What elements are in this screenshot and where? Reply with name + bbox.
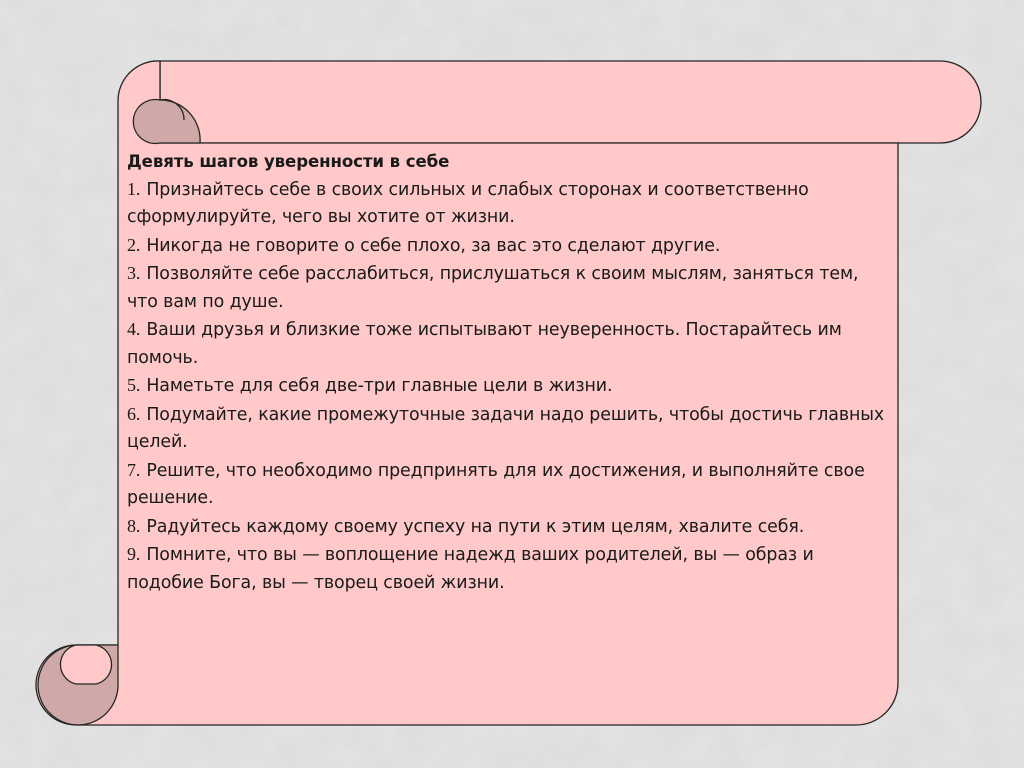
step-text: Радуйтесь каждому своему успеху на пути к этим целям, хвалите себя. [146,516,805,537]
list-item [127,513,887,542]
step-text: Решите, что необходимо предпринять для их достижения, и выполняйте свое решение. [127,460,865,508]
list-item [127,541,887,597]
step-text: Ваши друзья и близкие тоже испытывают неуверенность. Постарайтесь им помочь. [127,320,842,368]
step-number: 8. [127,515,141,536]
list-item [127,260,887,316]
step-text: Наметьте для себя две-три главные цели в жизни. [146,376,613,396]
step-number: 7. [127,459,141,480]
list-item [127,457,887,513]
list-item [127,372,887,401]
step-number: 4. [127,319,141,339]
step-number: 6. [127,403,141,424]
list-item [127,316,887,372]
step-number: 5. [127,375,141,395]
slide-title: Девять шагов уверенности в себе [127,152,450,171]
step-number: 2. [127,234,141,255]
list-item [127,232,887,261]
step-number: 1. [127,178,141,199]
step-text: Признайтесь себе в своих сильных и слабых сторонах и соответственно сформулируйте, чего вы хотите от жизни. [127,179,809,227]
scroll-content [127,148,887,597]
step-text: Позволяйте себе расслабиться, прислушаться к своим мыслям, заняться тем, что вам по душе. [127,264,859,312]
step-text: Подумайте, какие промежуточные задачи надо решить, чтобы достичь главных целей. [127,404,885,452]
step-number: 9. [127,544,141,564]
list-item [127,176,887,232]
step-text: Помните, что вы — воплощение надежд ваших родителей, вы — образ и подобие Бога, вы — творец своей жизни. [127,545,814,593]
list-item [127,401,887,457]
steps-list [127,176,887,598]
step-text: Никогда не говорите о себе плохо, за вас это сделают другие. [146,235,721,256]
scroll-top-roll [160,61,981,143]
step-number: 3. [127,263,141,283]
